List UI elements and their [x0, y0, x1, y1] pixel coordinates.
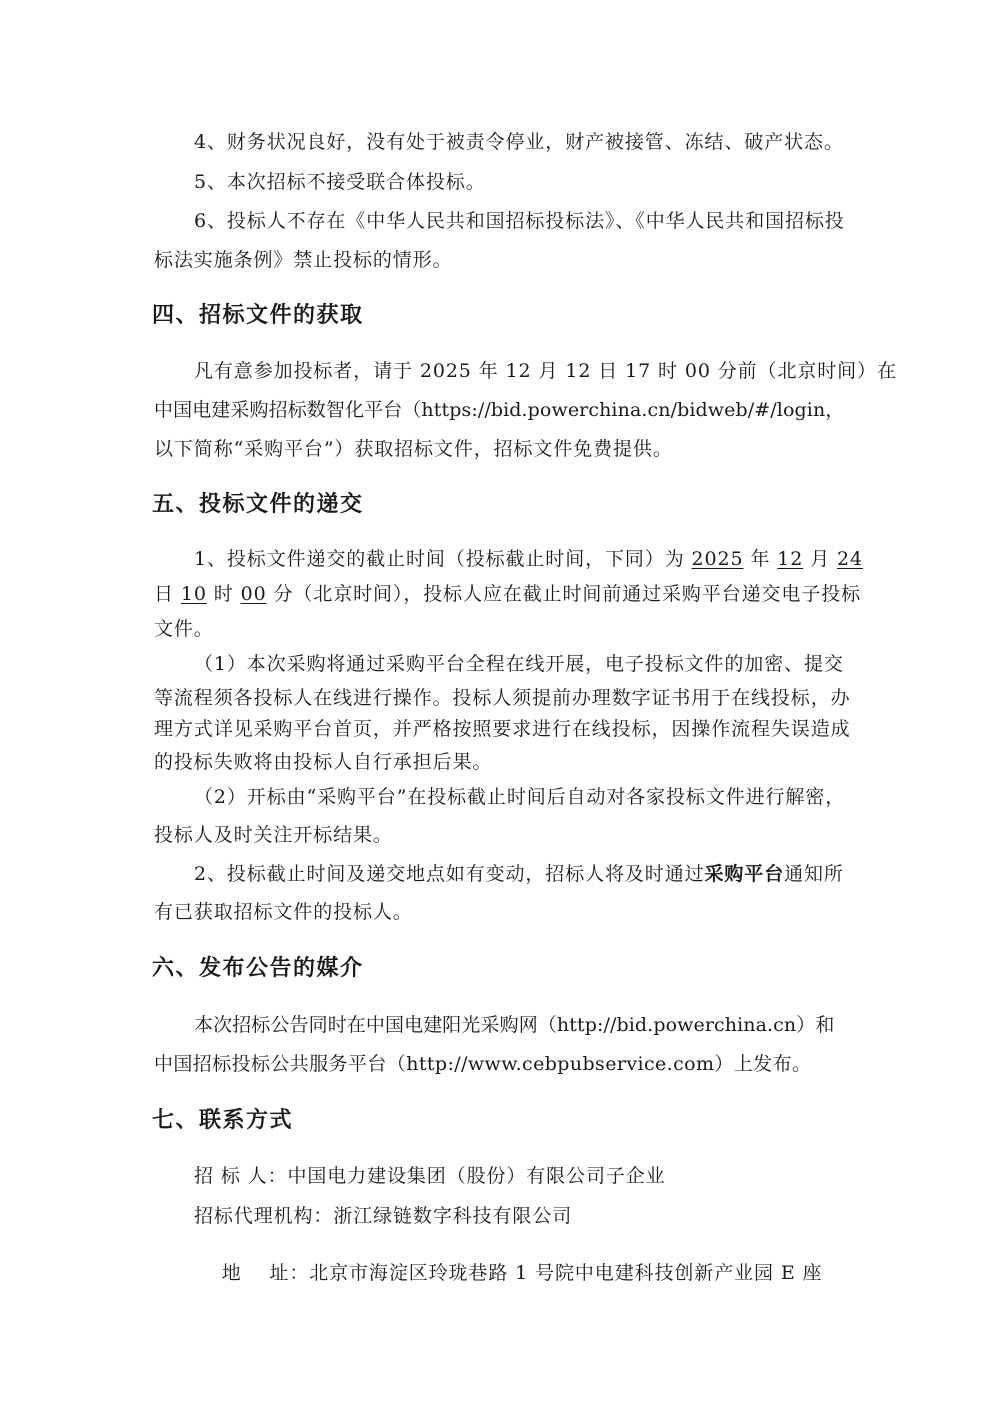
deadline-prefix: 1、投标文件递交的截止时间（投标截止时间，下同）为 — [194, 548, 692, 570]
deadline-month-unit: 月 — [803, 548, 838, 570]
section-6-line1: 本次招标公告同时在中国电建阳光采购网（http://bid.powerchina.cn）和 — [194, 1014, 835, 1036]
sub2-line2: 投标人及时关注开标结果。 — [154, 824, 393, 846]
tenderer-value: 中国电力建设集团（股份）有限公司子企业 — [287, 1165, 666, 1187]
contact-agency — [194, 1207, 572, 1226]
qualification-item-5: 5、本次招标不接受联合体投标。 — [194, 171, 486, 193]
sub1-line4: 的投标失败将由投标人自行承担后果。 — [154, 751, 493, 773]
sub1-line2: 等流程须各投标人在线进行操作。投标人须提前办理数字证书用于在线投标，办 — [154, 687, 851, 709]
deadline-month: 12 — [777, 548, 804, 570]
item2-line2: 有已获取招标文件的投标人。 — [154, 901, 413, 923]
deadline-line1 — [194, 550, 863, 569]
contact-tenderer — [194, 1167, 666, 1186]
section-5-heading: 五、投标文件的递交 — [152, 492, 364, 517]
deadline-hour: 10 — [180, 583, 207, 605]
section-6-line2: 中国招标投标公共服务平台（http://www.cebpubservice.com）上发布。 — [154, 1053, 812, 1075]
sub1-line3: 理方式详见采购平台首页，并严格按照要求进行在线投标，因操作流程失误造成 — [154, 718, 851, 740]
item2-suffix: 通知所 — [784, 863, 844, 885]
deadline-day-unit: 日 — [154, 583, 181, 605]
deadline-suffix: 分（北京时间），投标人应在截止时间前通过采购平台递交电子投标 — [266, 583, 862, 605]
section-4-line3: 以下简称“采购平台”）获取招标文件，招标文件免费提供。 — [154, 438, 673, 460]
agency-label: 招标代理机构： — [194, 1205, 334, 1227]
qualification-item-6-line2: 标法实施条例》禁止投标的情形。 — [154, 249, 453, 271]
tenderer-label: 招 标 人： — [194, 1165, 288, 1187]
sub2-line1: （2）开标由“采购平台”在投标截止时间后自动对各家投标文件进行解密， — [194, 786, 846, 808]
section-6-heading: 六、发布公告的媒介 — [152, 956, 364, 981]
contact-address — [194, 1245, 822, 1302]
deadline-minute: 00 — [240, 583, 267, 605]
deadline-line3: 文件。 — [154, 618, 214, 640]
qualification-item-4: 4、财务状况良好，没有处于被责令停业，财产被接管、冻结、破产状态。 — [194, 131, 844, 153]
deadline-line2 — [154, 585, 861, 604]
item2-line1 — [194, 865, 844, 884]
address-label: 地 址： — [221, 1262, 310, 1284]
section-4-heading: 四、招标文件的获取 — [152, 303, 364, 328]
item2-bold-platform: 采购平台 — [704, 863, 785, 885]
section-4-line2: 中国电建采购招标数智化平台（https://bid.powerchina.cn/bidweb/#/login， — [154, 399, 845, 421]
agency-value: 浙江绿链数字科技有限公司 — [333, 1205, 573, 1227]
section-4-line1: 凡有意参加投标者，请于 2025 年 12 月 12 日 17 时 00 分前（北京时间）在 — [194, 360, 897, 382]
deadline-year: 2025 — [691, 548, 744, 570]
address-value: 北京市海淀区玲珑巷路 1 号院中电建科技创新产业园 E 座 — [309, 1262, 823, 1284]
deadline-day: 24 — [837, 548, 864, 570]
item2-prefix: 2、投标截止时间及递交地点如有变动，招标人将及时通过 — [194, 863, 705, 885]
sub1-line1: （1）本次采购将通过采购平台全程在线开展，电子投标文件的加密、提交 — [194, 653, 844, 675]
section-7-heading: 七、联系方式 — [152, 1108, 294, 1133]
deadline-year-unit: 年 — [743, 548, 778, 570]
deadline-hour-unit: 时 — [206, 583, 241, 605]
qualification-item-6-line1: 6、投标人不存在《中华人民共和国招标投标法》、《中华人民共和国招标投 — [194, 210, 845, 232]
